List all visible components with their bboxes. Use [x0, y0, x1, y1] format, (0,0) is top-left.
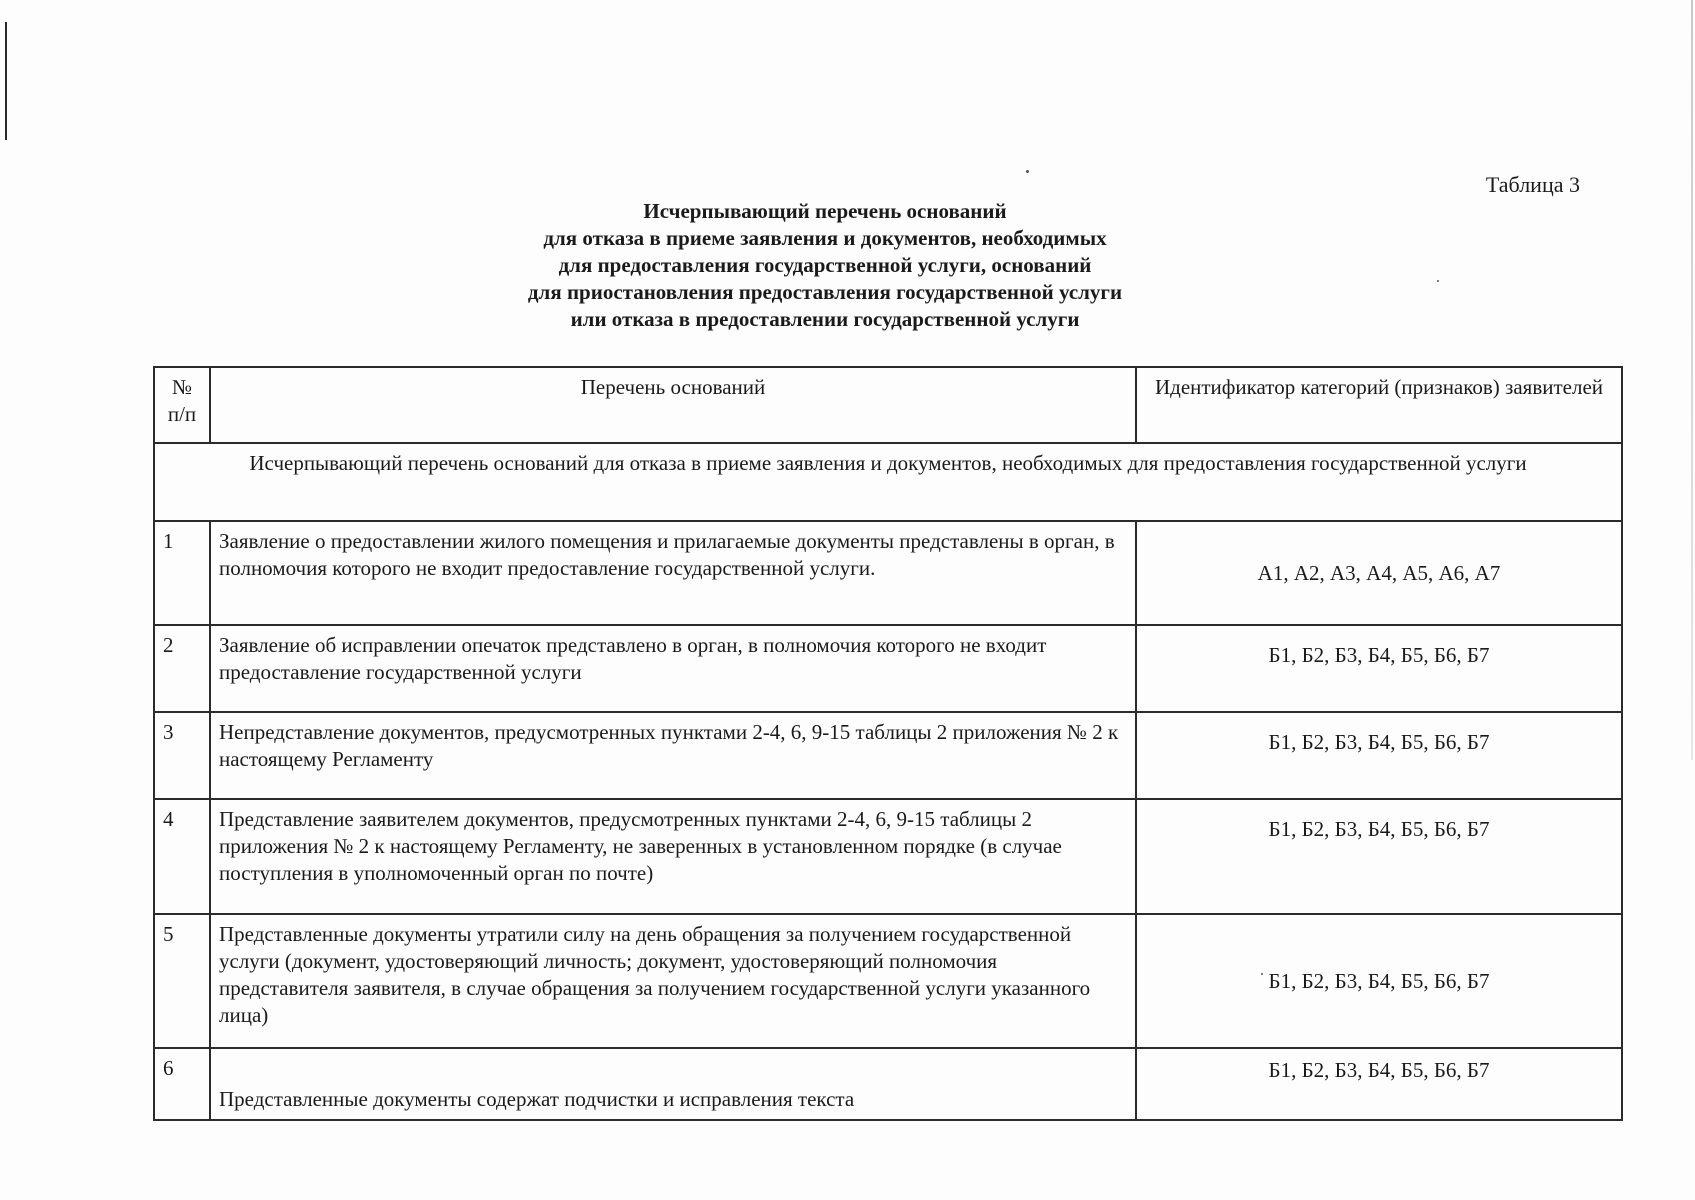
row-reason: Непредставление документов, предусмотренных пунктами 2-4, 6, 9-15 таблицы 2 приложения № 2 к настоящему Регламенту: [210, 712, 1136, 799]
table-row: [154, 712, 1622, 799]
reasons-table: [153, 366, 1623, 1121]
table-row: [154, 521, 1622, 625]
title-line: Исчерпывающий перечень оснований: [643, 199, 1007, 223]
row-identifier: Б1, Б2, Б3, Б4, Б5, Б6, Б7: [1136, 1048, 1622, 1120]
scan-edge-mark: [5, 22, 7, 140]
table-row: [154, 625, 1622, 712]
scan-speck: [1026, 170, 1029, 173]
document-title: [400, 198, 1250, 333]
table-row: [154, 1048, 1622, 1120]
row-reason: Представление заявителем документов, предусмотренных пунктами 2-4, 6, 9-15 таблицы 2 приложения № 2 к настоящему Регламенту, не заверенных в установленном порядке (в случае поступления в уполномоченный орган по почте): [210, 799, 1136, 914]
row-reason: Представленные документы утратили силу на день обращения за получением государственной услуги (документ, удостоверяющий личность; документ, удостоверяющий полномочия представителя заявителя, в случае обращения за получением государственной услуги указанного лица): [210, 914, 1136, 1048]
row-identifier: А1, А2, А3, А4, А5, А6, А7: [1136, 521, 1622, 625]
row-number: 6: [154, 1048, 210, 1120]
table-header-row: [154, 367, 1622, 443]
table-number-label: Таблица 3: [1485, 172, 1580, 197]
row-reason: Заявление об исправлении опечаток представлено в орган, в полномочия которого не входит предоставление государственной услуги: [210, 625, 1136, 712]
column-header-number: № п/п: [154, 367, 210, 443]
title-line: для отказа в приеме заявления и документов, необходимых: [543, 226, 1107, 250]
row-number: 1: [154, 521, 210, 625]
column-header-reasons: Перечень оснований: [210, 367, 1136, 443]
row-reason: Представленные документы содержат подчистки и исправления текста: [210, 1048, 1136, 1120]
title-line: или отказа в предоставлении государственной услуги: [570, 307, 1080, 331]
column-header-identifier: Идентификатор категорий (признаков) заявителей: [1136, 367, 1622, 443]
row-identifier: Б1, Б2, Б3, Б4, Б5, Б6, Б7: [1136, 914, 1622, 1048]
row-number: 5: [154, 914, 210, 1048]
table-row: [154, 799, 1622, 914]
row-number: 3: [154, 712, 210, 799]
title-line: для предоставления государственной услуги, оснований: [558, 253, 1092, 277]
row-number: 2: [154, 625, 210, 712]
title-line: для приостановления предоставления государственной услуги: [527, 280, 1123, 304]
scan-speck: [1437, 280, 1439, 282]
row-identifier: Б1, Б2, Б3, Б4, Б5, Б6, Б7: [1136, 625, 1622, 712]
row-identifier: Б1, Б2, Б3, Б4, Б5, Б6, Б7: [1136, 712, 1622, 799]
section-title: Исчерпывающий перечень оснований для отказа в приеме заявления и документов, необходимых для предоставления государственной услуги: [154, 443, 1622, 521]
table-row: [154, 914, 1622, 1048]
scan-edge-shadow: [1691, 0, 1693, 760]
row-identifier: Б1, Б2, Б3, Б4, Б5, Б6, Б7: [1136, 799, 1622, 914]
row-reason: Заявление о предоставлении жилого помещения и прилагаемые документы представлены в орган, в полномочия которого не входит предоставление государственной услуги.: [210, 521, 1136, 625]
section-header-row: [154, 443, 1622, 521]
row-number: 4: [154, 799, 210, 914]
